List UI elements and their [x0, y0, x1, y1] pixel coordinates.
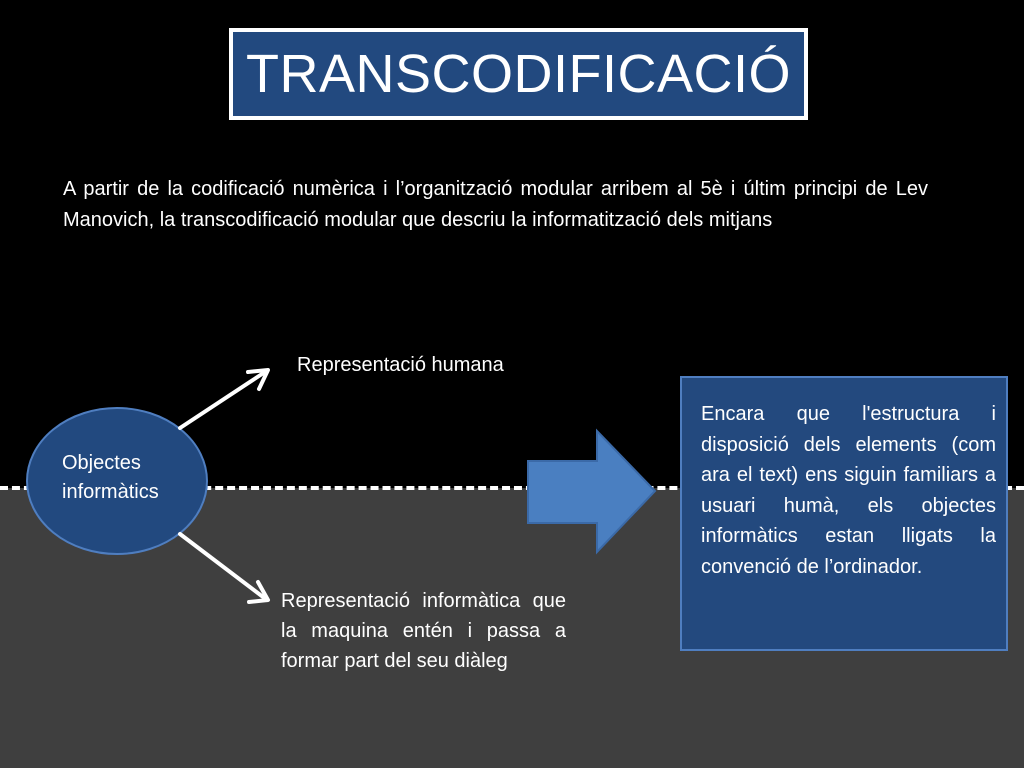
intro-paragraph: A partir de la codificació numèrica i l’organització modular arribem al 5è i últim principi de Lev Manovich, la transcodificació modular que descriu la informatització dels mitjans — [63, 178, 928, 231]
block-arrow-right-icon — [528, 431, 655, 552]
human-representation-label: Representació humana — [297, 354, 504, 376]
objects-label: Objectes informàtics — [62, 452, 159, 503]
arrow-down-right-icon — [180, 534, 268, 602]
conclusion-text: Encara que l'estructura i disposició dels elements (com ara el text) ens siguin familiars a usuari humà, els objectes informàtics estan lligats la convenció de l’ordinador. — [701, 403, 996, 578]
arrow-up-right-icon — [180, 370, 268, 428]
computer-representation-label: Representació informàtica que la maquina entén i passa a formar part del seu diàleg — [281, 590, 566, 672]
conclusion-box — [680, 376, 1008, 651]
slide-title: TRANSCODIFICACIÓ — [245, 44, 792, 104]
